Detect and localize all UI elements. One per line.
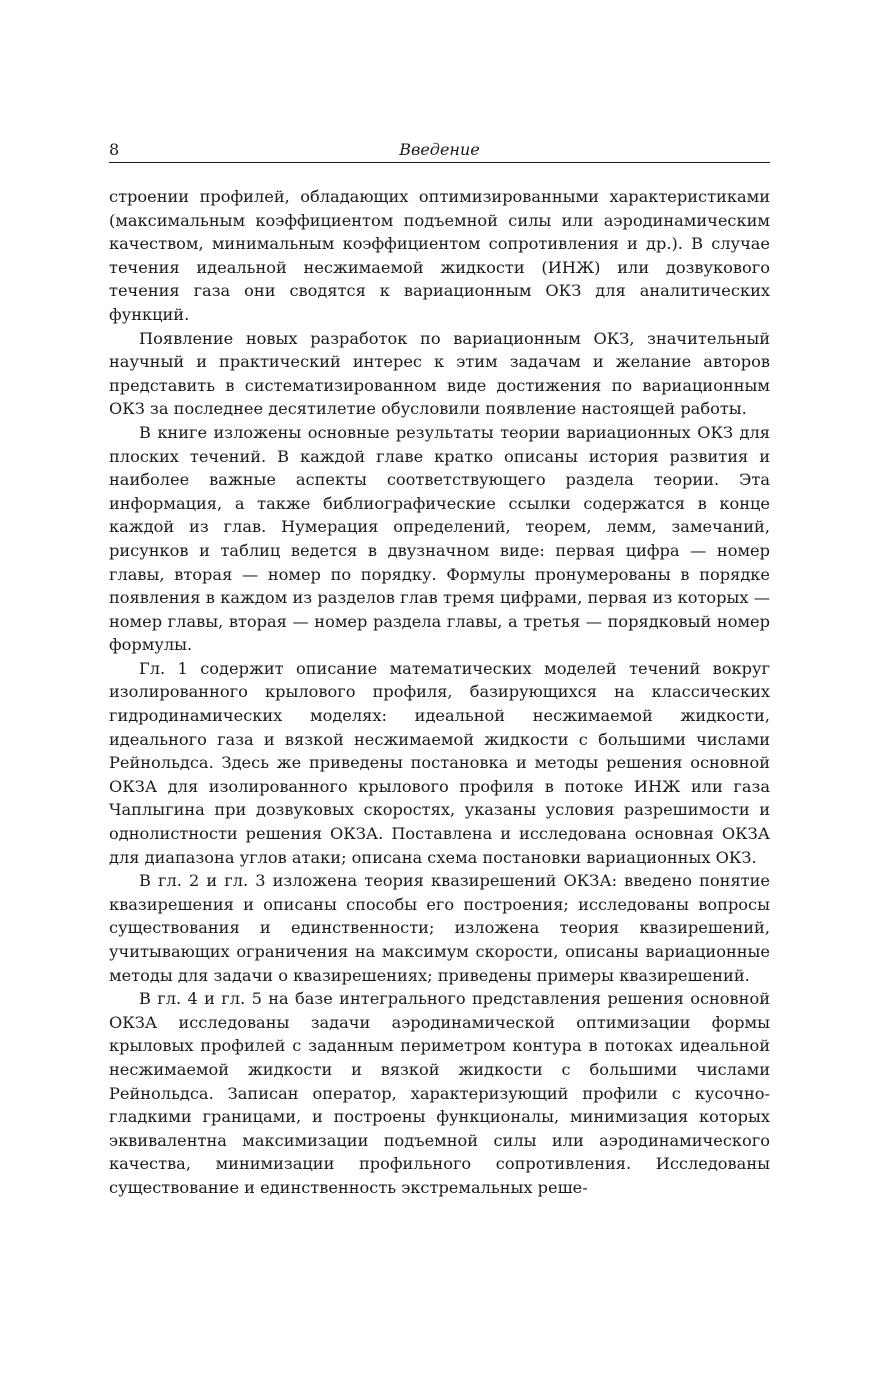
paragraph: строении профилей, обладающих оптимизированными характеристиками (максимальным коэффициентом подъемной силы или аэродинамическим качеством, минимальным коэффициентом сопротивления и др.). В случае течения идеальной несжимаемой жидкости (ИНЖ) или дозвукового течения газа они сводятся к вариационным ОКЗ для аналитических функций. <box>109 187 770 324</box>
body-text <box>109 185 770 1200</box>
page <box>109 140 770 1200</box>
running-title: Введение <box>399 140 480 159</box>
page-number: 8 <box>109 140 120 159</box>
paragraph: Гл. 1 содержит описание математических моделей течений вокруг изолированного крылового профиля, базирующихся на классических гидродинамических моделях: идеальной несжимаемой жидкости, идеального газа и вязкой несжимаемой жидкости с большими числами Рейнольдса. Здесь же приведены постановка и методы решения основной ОКЗА для изолированного крылового профиля в потоке ИНЖ или газа Чаплыгина при дозвуковых скоростях, указаны условия разрешимости и однолистности решения ОКЗА. Поставлена и исследована основная ОКЗА для диапазона углов атаки; описана схема постановки вариационных ОКЗ. <box>109 658 770 867</box>
paragraph: В книге изложены основные результаты теории вариационных ОКЗ для плоских течений. В каждой главе кратко описаны история развития и наиболее важные аспекты соответствующего раздела теории. Эта информация, а также библиографические ссылки содержатся в конце каждой из глав. Нумерация определений, теорем, лемм, замечаний, рисунков и таблиц ведется в двузначном виде: первая цифра — номер главы, вторая — номер по порядку. Формулы пронумерованы в порядке появления в каждом из разделов глав тремя цифрами, первая из которых — номер главы, вторая — номер раздела главы, а третья — порядковый номер формулы. <box>109 422 770 655</box>
running-head <box>109 140 770 163</box>
paragraph: В гл. 4 и гл. 5 на базе интегрального представления решения основной ОКЗА исследованы задачи аэродинамической оптимизации формы крыловых профилей с заданным периметром контура в потоках идеальной несжимаемой жидкости и вязкой жидкости с большими числами Рейнольдса. Записан оператор, характеризующий профили с кусочно-гладкими границами, и построены функционалы, минимизация которых эквивалентна максимизации подъемной силы или аэродинамического качества, минимизации профильного сопротивления. Исследованы существование и единственность экстремальных реше- <box>109 989 770 1197</box>
paragraph: В гл. 2 и гл. 3 изложена теория квазирешений ОКЗА: введено понятие квазирешения и описаны способы его построения; исследованы вопросы существования и единственности; изложена теория квазирешений, учитывающих ограничения на максимум скорости, описаны вариационные методы для задачи о квазирешениях; приведены примеры квазирешений. <box>109 871 770 985</box>
paragraph: Появление новых разработок по вариационным ОКЗ, значительный научный и практический интерес к этим задачам и желание авторов представить в систематизированном виде достижения по вариационным ОКЗ за последнее десятилетие обусловили появление настоящей работы. <box>109 328 770 419</box>
